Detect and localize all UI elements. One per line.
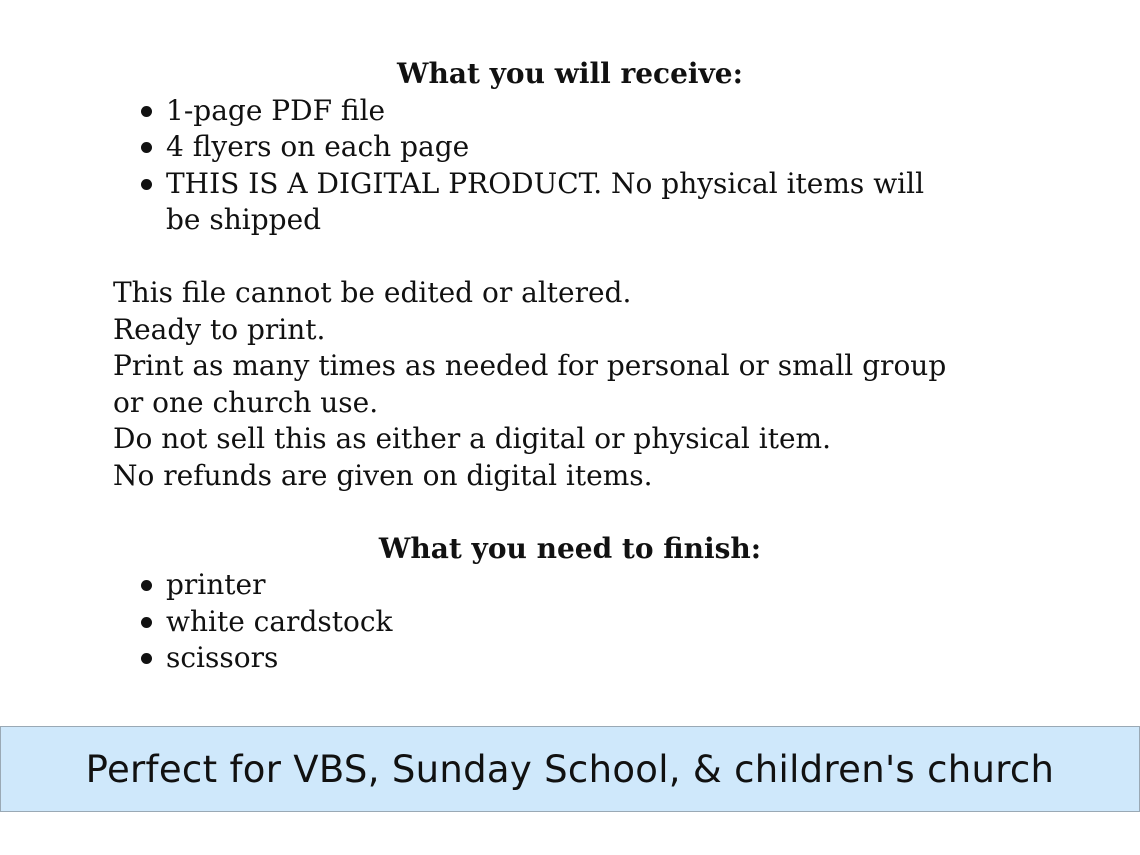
receive-list <box>113 93 1013 239</box>
terms-line: Do not sell this as either a digital or physical item. <box>113 422 831 455</box>
terms-line: Ready to print. <box>113 312 326 346</box>
list-item: white cardstock <box>166 604 1013 641</box>
product-details <box>113 56 1013 677</box>
terms-line: Print as many times as needed for personal or small group or one church use. <box>113 349 947 419</box>
list-item: printer <box>166 567 1013 604</box>
terms-paragraph <box>113 275 1013 494</box>
section-spacer <box>113 239 1013 276</box>
list-item: scissors <box>166 640 1013 677</box>
receive-heading: What you will receive: <box>397 57 743 90</box>
list-item: 4 flyers on each page <box>166 129 1013 166</box>
finish-list <box>113 567 1013 677</box>
finish-heading: What you need to finish: <box>378 531 762 565</box>
list-item: THIS IS A DIGITAL PRODUCT. No physical items will be shipped <box>166 166 956 239</box>
terms-line: This file cannot be edited or altered. <box>113 276 632 309</box>
banner-text: Perfect for VBS, Sunday School, & children's church <box>85 747 1055 791</box>
terms-line: No refunds are given on digital items. <box>113 458 653 492</box>
audience-banner <box>0 726 1140 812</box>
section-spacer <box>113 494 1013 531</box>
list-item: 1-page PDF file <box>166 93 1013 130</box>
